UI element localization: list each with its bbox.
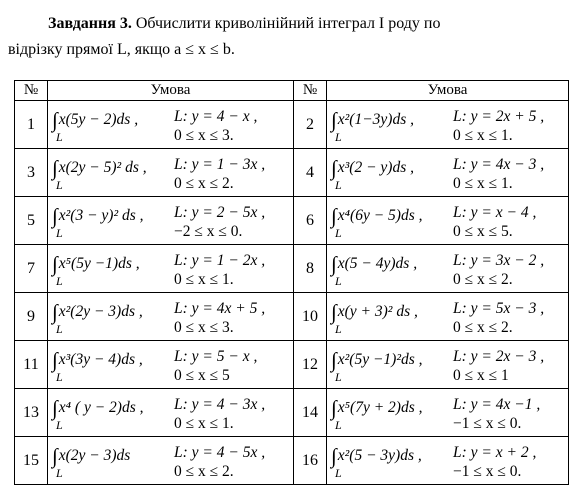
integral-sign: ∫ bbox=[331, 107, 337, 132]
integral-sign: ∫ bbox=[52, 251, 58, 276]
integral-contour-label: L bbox=[335, 369, 342, 384]
integral-sign: ∫ bbox=[52, 155, 58, 180]
integrand: x³(2 − y)ds , bbox=[337, 158, 414, 176]
header-num-right: № bbox=[294, 81, 327, 101]
task-line-2: відрізку прямої L, якщо a ≤ x ≤ b. bbox=[8, 41, 235, 58]
task-statement bbox=[8, 11, 578, 63]
integral-sign: ∫ bbox=[52, 347, 58, 372]
line-and-range bbox=[453, 251, 565, 289]
integral-sign: ∫ bbox=[331, 395, 337, 420]
line-equation: L: y = 2x + 5 , bbox=[453, 107, 545, 125]
condition-content bbox=[52, 251, 290, 289]
table-row bbox=[15, 437, 569, 485]
integral-line bbox=[331, 397, 453, 419]
integral-line bbox=[331, 205, 453, 227]
line-and-range bbox=[174, 347, 290, 385]
variant-condition bbox=[48, 149, 294, 197]
integral-line bbox=[52, 397, 174, 419]
variant-number: 5 bbox=[15, 197, 48, 245]
variant-number: 12 bbox=[294, 341, 327, 389]
integrand: x⁵(5y −1)ds , bbox=[58, 254, 140, 272]
line-equation: L: y = x − 4 , bbox=[453, 203, 537, 221]
condition-content bbox=[52, 347, 290, 385]
integral-expression bbox=[331, 349, 453, 383]
integral-line bbox=[331, 301, 453, 323]
line-equation: L: y = 4x − 3 , bbox=[453, 155, 545, 173]
integral-line bbox=[52, 253, 174, 275]
integral-sign: ∫ bbox=[331, 299, 337, 324]
condition-content bbox=[331, 347, 565, 385]
integrand: x⁴ ( y − 2)ds , bbox=[58, 398, 144, 416]
variant-condition bbox=[48, 197, 294, 245]
variants-table bbox=[14, 80, 569, 485]
integral-sign: ∫ bbox=[331, 443, 337, 468]
x-range: 0 ≤ x ≤ 1. bbox=[453, 126, 513, 144]
integral-contour-label: L bbox=[335, 321, 342, 336]
condition-content bbox=[331, 251, 565, 289]
variant-number: 13 bbox=[15, 389, 48, 437]
integral-line bbox=[52, 301, 174, 323]
integral-expression bbox=[331, 205, 453, 239]
variant-condition bbox=[48, 437, 294, 485]
variant-condition bbox=[327, 293, 569, 341]
variant-number: 11 bbox=[15, 341, 48, 389]
integral-sign: ∫ bbox=[52, 203, 58, 228]
variant-condition bbox=[327, 245, 569, 293]
line-equation: L: y = 1 − 2x , bbox=[174, 251, 266, 269]
line-and-range bbox=[453, 347, 565, 385]
condition-content bbox=[331, 203, 565, 241]
table-row bbox=[15, 197, 569, 245]
variant-number: 8 bbox=[294, 245, 327, 293]
line-and-range bbox=[453, 155, 565, 193]
line-and-range bbox=[174, 107, 290, 145]
integral-expression bbox=[331, 397, 453, 431]
line-and-range bbox=[174, 395, 290, 433]
x-range: 0 ≤ x ≤ 1 bbox=[453, 366, 509, 384]
x-range: 0 ≤ x ≤ 3. bbox=[174, 318, 234, 336]
integral-expression bbox=[331, 445, 453, 479]
integrand: x⁵(7y + 2)ds , bbox=[337, 398, 423, 416]
variant-number: 3 bbox=[15, 149, 48, 197]
integrand: x(2y − 3)ds bbox=[58, 446, 131, 464]
line-equation: L: y = 2x − 3 , bbox=[453, 347, 545, 365]
condition-content bbox=[52, 299, 290, 337]
integral-line bbox=[52, 205, 174, 227]
variant-number: 2 bbox=[294, 101, 327, 149]
integrand: x(5y − 2)ds , bbox=[58, 110, 139, 128]
integral-contour-label: L bbox=[56, 321, 63, 336]
variant-condition bbox=[327, 389, 569, 437]
integrand: x²(5 − 3y)ds , bbox=[337, 446, 422, 464]
integrand: x(5 − 4y)ds , bbox=[337, 254, 418, 272]
integral-line bbox=[52, 109, 174, 131]
task-text-1: Обчислити криволінійний інтеграл І роду по bbox=[135, 15, 441, 32]
variant-condition bbox=[327, 197, 569, 245]
variant-condition bbox=[327, 149, 569, 197]
integral-contour-label: L bbox=[56, 225, 63, 240]
integral-expression bbox=[331, 301, 453, 335]
variant-number: 6 bbox=[294, 197, 327, 245]
integral-line bbox=[52, 445, 174, 467]
integral-contour-label: L bbox=[335, 417, 342, 432]
task-line-1 bbox=[8, 11, 578, 37]
condition-content bbox=[331, 107, 565, 145]
variant-number: 16 bbox=[294, 437, 327, 485]
integrand: x(2y − 5)² ds , bbox=[58, 158, 147, 176]
variant-number: 10 bbox=[294, 293, 327, 341]
integral-contour-label: L bbox=[56, 129, 63, 144]
integral-line bbox=[52, 157, 174, 179]
condition-content bbox=[52, 107, 290, 145]
integral-expression bbox=[52, 157, 174, 191]
integral-sign: ∫ bbox=[52, 443, 58, 468]
integral-expression bbox=[52, 253, 174, 287]
table-row bbox=[15, 389, 569, 437]
integral-contour-label: L bbox=[56, 465, 63, 480]
integral-contour-label: L bbox=[335, 225, 342, 240]
variant-condition bbox=[48, 293, 294, 341]
condition-content bbox=[331, 443, 565, 481]
integral-line bbox=[52, 349, 174, 371]
integral-contour-label: L bbox=[56, 369, 63, 384]
line-and-range bbox=[453, 443, 565, 481]
integral-contour-label: L bbox=[56, 417, 63, 432]
line-and-range bbox=[174, 203, 290, 241]
x-range: 0 ≤ x ≤ 5. bbox=[453, 222, 513, 240]
integral-expression bbox=[52, 349, 174, 383]
x-range: −2 ≤ x ≤ 0. bbox=[174, 222, 243, 240]
x-range: 0 ≤ x ≤ 2. bbox=[174, 174, 234, 192]
integral-sign: ∫ bbox=[331, 203, 337, 228]
line-equation: L: y = 4x + 5 , bbox=[174, 299, 266, 317]
line-equation: L: y = x + 2 , bbox=[453, 443, 537, 461]
table-row bbox=[15, 101, 569, 149]
variant-number: 9 bbox=[15, 293, 48, 341]
table-row bbox=[15, 245, 569, 293]
line-and-range bbox=[453, 107, 565, 145]
x-range: 0 ≤ x ≤ 1. bbox=[174, 270, 234, 288]
x-range: 0 ≤ x ≤ 1. bbox=[174, 414, 234, 432]
integral-expression bbox=[331, 157, 453, 191]
task-heading: Завдання 3. bbox=[48, 15, 132, 32]
x-range: 0 ≤ x ≤ 2. bbox=[453, 270, 513, 288]
line-equation: L: y = 4 − x , bbox=[174, 107, 258, 125]
integral-contour-label: L bbox=[335, 273, 342, 288]
integral-line bbox=[331, 157, 453, 179]
integral-line bbox=[331, 253, 453, 275]
line-equation: L: y = 5 − x , bbox=[174, 347, 258, 365]
variant-number: 4 bbox=[294, 149, 327, 197]
line-and-range bbox=[453, 203, 565, 241]
x-range: 0 ≤ x ≤ 5 bbox=[174, 366, 230, 384]
table-header-row bbox=[15, 81, 569, 101]
variant-condition bbox=[327, 437, 569, 485]
line-and-range bbox=[174, 299, 290, 337]
line-equation: L: y = 4x −1 , bbox=[453, 395, 541, 413]
integral-expression bbox=[52, 205, 174, 239]
integral-sign: ∫ bbox=[331, 347, 337, 372]
line-equation: L: y = 4 − 5x , bbox=[174, 443, 266, 461]
line-equation: L: y = 5x − 3 , bbox=[453, 299, 545, 317]
line-and-range bbox=[174, 251, 290, 289]
integral-expression bbox=[331, 253, 453, 287]
integral-sign: ∫ bbox=[52, 395, 58, 420]
line-and-range bbox=[174, 155, 290, 193]
integral-expression bbox=[52, 397, 174, 431]
variant-number: 1 bbox=[15, 101, 48, 149]
integrand: x²(2y − 3)ds , bbox=[58, 302, 143, 320]
integral-sign: ∫ bbox=[331, 251, 337, 276]
table-row bbox=[15, 293, 569, 341]
integral-contour-label: L bbox=[335, 465, 342, 480]
variant-condition bbox=[48, 245, 294, 293]
integral-expression bbox=[52, 445, 174, 479]
variant-condition bbox=[48, 389, 294, 437]
integral-expression bbox=[331, 109, 453, 143]
x-range: −1 ≤ x ≤ 0. bbox=[453, 414, 522, 432]
line-and-range bbox=[174, 443, 290, 481]
integral-expression bbox=[52, 109, 174, 143]
x-range: 0 ≤ x ≤ 1. bbox=[453, 174, 513, 192]
integrand: x²(5y −1)²ds , bbox=[337, 350, 423, 368]
condition-content bbox=[52, 443, 290, 481]
line-equation: L: y = 1 − 3x , bbox=[174, 155, 266, 173]
table-row bbox=[15, 341, 569, 389]
line-equation: L: y = 2 − 5x , bbox=[174, 203, 266, 221]
x-range: 0 ≤ x ≤ 2. bbox=[453, 318, 513, 336]
x-range: 0 ≤ x ≤ 3. bbox=[174, 126, 234, 144]
variant-condition bbox=[48, 341, 294, 389]
line-and-range bbox=[453, 299, 565, 337]
integral-contour-label: L bbox=[335, 129, 342, 144]
variant-number: 7 bbox=[15, 245, 48, 293]
integrand: x²(1−3y)ds , bbox=[337, 110, 414, 128]
variant-condition bbox=[48, 101, 294, 149]
condition-content bbox=[52, 155, 290, 193]
condition-content bbox=[331, 395, 565, 433]
table-row bbox=[15, 149, 569, 197]
integral-line bbox=[331, 445, 453, 467]
integral-expression bbox=[52, 301, 174, 335]
header-cond-left: Умова bbox=[48, 81, 294, 101]
line-and-range bbox=[453, 395, 565, 433]
integral-sign: ∫ bbox=[52, 299, 58, 324]
condition-content bbox=[52, 203, 290, 241]
integral-contour-label: L bbox=[56, 177, 63, 192]
line-equation: L: y = 3x − 2 , bbox=[453, 251, 545, 269]
integral-line bbox=[331, 109, 453, 131]
condition-content bbox=[331, 299, 565, 337]
x-range: −1 ≤ x ≤ 0. bbox=[453, 462, 522, 480]
variant-condition bbox=[327, 101, 569, 149]
integrand: x³(3y − 4)ds , bbox=[58, 350, 143, 368]
variant-number: 15 bbox=[15, 437, 48, 485]
integral-sign: ∫ bbox=[331, 155, 337, 180]
integrand: x(y + 3)² ds , bbox=[337, 302, 418, 320]
header-num-left: № bbox=[15, 81, 48, 101]
integrand: x²(3 − y)² ds , bbox=[58, 206, 144, 224]
integral-contour-label: L bbox=[335, 177, 342, 192]
condition-content bbox=[52, 395, 290, 433]
table-body bbox=[15, 101, 569, 485]
x-range: 0 ≤ x ≤ 2. bbox=[174, 462, 234, 480]
integral-contour-label: L bbox=[56, 273, 63, 288]
variant-condition bbox=[327, 341, 569, 389]
header-cond-right: Умова bbox=[327, 81, 569, 101]
integral-sign: ∫ bbox=[52, 107, 58, 132]
variant-number: 14 bbox=[294, 389, 327, 437]
integral-line bbox=[331, 349, 453, 371]
integrand: x⁴(6y − 5)ds , bbox=[337, 206, 423, 224]
condition-content bbox=[331, 155, 565, 193]
line-equation: L: y = 4 − 3x , bbox=[174, 395, 266, 413]
